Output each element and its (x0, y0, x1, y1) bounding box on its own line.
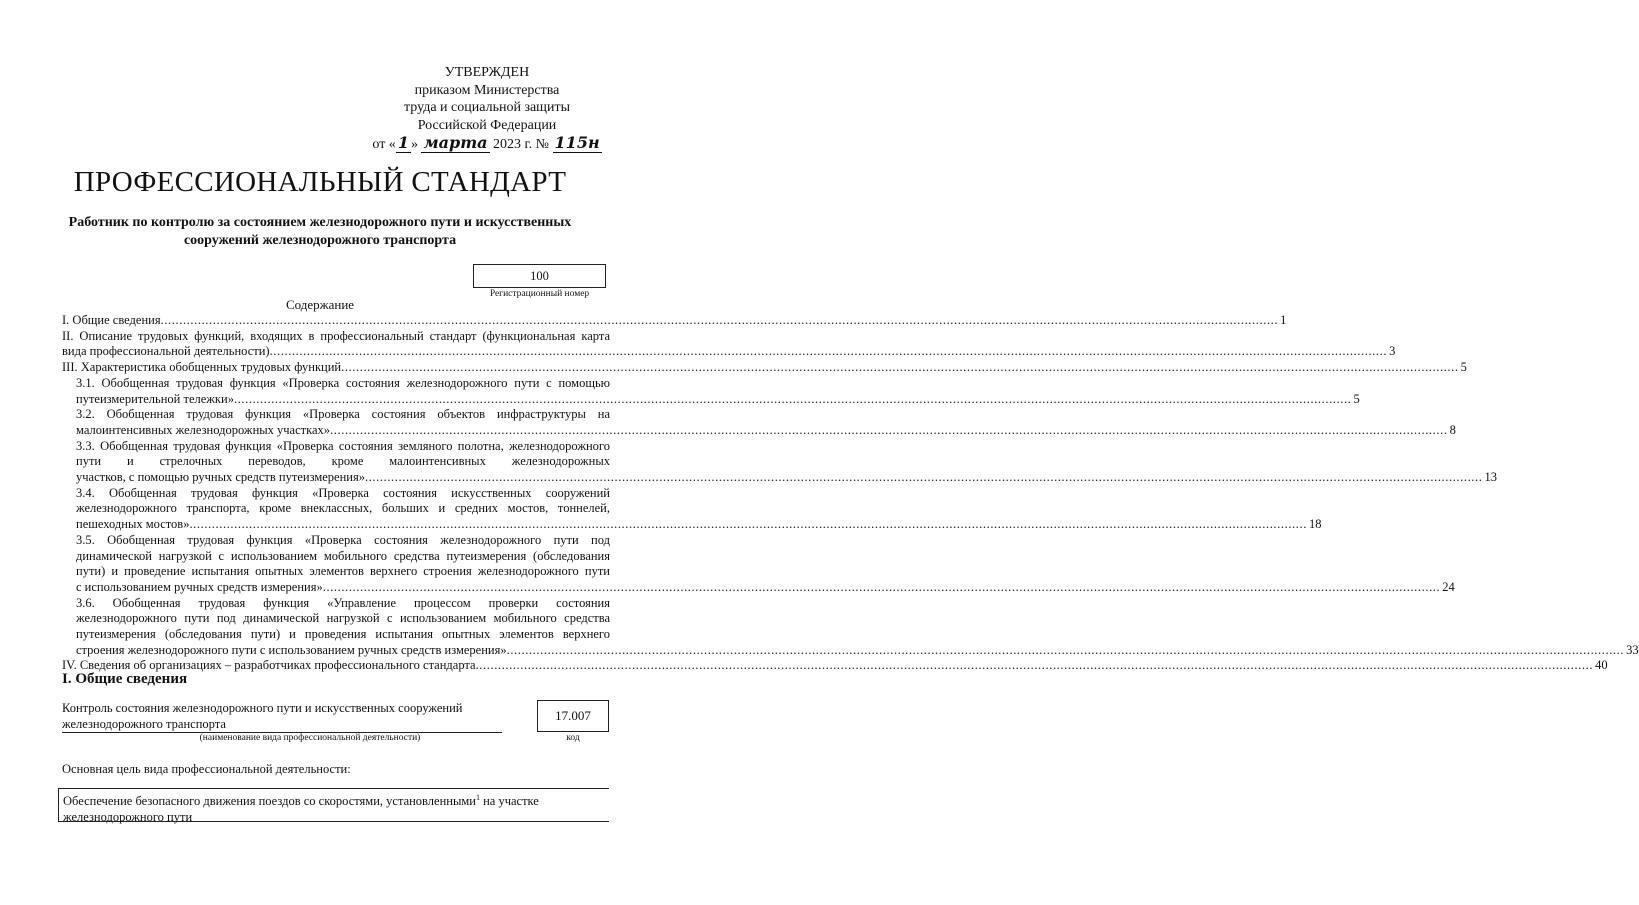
registration-number-box: 100 (473, 264, 606, 288)
toc-item (62, 375, 1360, 407)
code-caption: код (566, 733, 580, 743)
toc-item-text: 3.2. Обобщенная трудовая функция «Проверка состояния объектов инфраструктуры на (76, 407, 610, 422)
toc-item-line (76, 391, 1360, 408)
date-mid: » (410, 137, 418, 152)
toc-item-line (62, 360, 1467, 376)
toc-heading: Содержание (285, 297, 355, 312)
goal-label: Основная цель вида профессиональной деятельности: (62, 762, 351, 776)
activity-name: Контроль состояния железнодорожного пути и искусственных сооружений железнодорожного транспорта (62, 701, 463, 731)
approval-line: приказом Министерства (414, 82, 560, 98)
toc-dot-leader: ............................................................................................................................................................................................................................................................................................................ (189, 517, 1307, 532)
goal-text (63, 790, 583, 825)
toc-item (62, 532, 1455, 596)
date-day-handwritten: 1 (397, 133, 409, 152)
toc-item-title: с использованием ручных средств измерения» (76, 579, 323, 594)
toc-item-text: 3.3. Обобщенная трудовая функция «Проверка состояния земляного полотна, железнодорожного пути и стрелочных переводов, кроме малоинтенсивных железнодорожных (76, 438, 610, 469)
toc-item-text: 3.1. Обобщенная трудовая функция «Проверка состояния железнодорожного пути с помощью (76, 375, 610, 390)
toc-item-title: строения железнодорожного пути с использованием ручных средств измерения» (76, 642, 507, 657)
toc-dot-leader: ............................................................................................................................................................................................................................................................................................................ (330, 422, 1448, 437)
section-title: I. Общие сведения (62, 671, 188, 687)
toc-item-line (62, 313, 1287, 329)
goal-footnote-mark: 1 (475, 793, 480, 802)
approval-block (372, 64, 602, 154)
toc-item-text: II. Описание трудовых функций, входящих в профессиональный стандарт (функциональная карта (62, 328, 610, 343)
date-prefix: от « (372, 137, 396, 152)
toc-item (62, 438, 1497, 486)
approval-line: труда и социальной защиты (404, 100, 570, 115)
approval-date (372, 134, 602, 154)
toc-page-number: 40 (1595, 658, 1608, 673)
toc-page-number: 3 (1389, 344, 1396, 359)
toc-item-title: вида профессиональной деятельности) (62, 344, 270, 359)
toc-item (62, 407, 1456, 438)
activity-caption: (наименование вида профессиональной деятельности) (199, 733, 421, 743)
toc-item-title: малоинтенсивных железнодорожных участках» (76, 422, 331, 437)
toc-page-number: 1 (1280, 313, 1287, 327)
date-year: 2023 г. № (493, 137, 550, 152)
toc-item (62, 485, 1322, 533)
toc-page-number: 5 (1460, 360, 1467, 375)
toc-item-text: 3.4. Обобщенная трудовая функция «Проверка состояния искусственных сооружений железнодорожного транспорта, кроме внеклассных, больших и средних мостов, тоннелей, (76, 485, 610, 516)
approval-line: Российской Федерации (417, 117, 557, 133)
toc-item (62, 328, 1396, 360)
order-number-handwritten: 115н (554, 133, 600, 152)
toc-dot-leader: ............................................................................................................................................................................................................................................................................................................ (475, 658, 1594, 673)
toc-item-title: пешеходных мостов» (76, 517, 190, 532)
toc-dot-leader: ............................................................................................................................................................................................................................................................................................................ (506, 642, 1625, 657)
toc-item-line (76, 579, 1455, 596)
goal-text-after: на участке железнодорожного пути (63, 794, 539, 824)
toc-dot-leader: ............................................................................................................................................................................................................................................................................................................ (160, 313, 1279, 327)
activity-code-box: 17.007 (537, 700, 609, 732)
toc-page-number: 13 (1484, 470, 1497, 485)
toc-page-number: 33 (1626, 642, 1639, 657)
table-of-contents (62, 313, 1639, 674)
toc-item-title: участков, с помощью ручных средств путеизмерения» (76, 470, 365, 485)
toc-item-line (76, 422, 1456, 439)
toc-item-text: 3.5. Обобщенная трудовая функция «Проверка состояния железнодорожного пути под динамической нагрузкой с использованием мобильного средства путеизмерения (обследования пути) и проведение испытания опытных элементов верхнего строения железнодорожного пути (76, 532, 610, 579)
toc-item-line (76, 517, 1322, 533)
toc-dot-leader: ............................................................................................................................................................................................................................................................................................................ (233, 391, 1352, 406)
toc-item-title: путеизмерительной тележки» (76, 391, 234, 406)
registration-caption: Регистрационный номер (489, 289, 590, 299)
toc-page-number: 24 (1442, 579, 1455, 594)
toc-item (62, 313, 1287, 329)
approval-heading: УТВЕРЖДЕН (444, 65, 530, 80)
toc-item-line (76, 642, 1639, 659)
document-title: ПРОФЕССИОНАЛЬНЫЙ СТАНДАРТ (73, 166, 567, 198)
toc-item-title: IV. Сведения об организациях – разработчиках профессионального стандарта (62, 658, 476, 673)
date-month-handwritten: марта (423, 133, 488, 152)
toc-item-line (62, 344, 1396, 360)
toc-dot-leader: ............................................................................................................................................................................................................................................................................................................ (341, 360, 1459, 375)
toc-item (62, 595, 1639, 659)
toc-item-title: I. Общие сведения (62, 313, 161, 327)
toc-item (62, 360, 1467, 376)
toc-item-line (76, 470, 1497, 486)
toc-page-number: 5 (1353, 391, 1360, 406)
toc-page-number: 8 (1449, 422, 1456, 437)
toc-dot-leader: ............................................................................................................................................................................................................................................................................................................ (269, 344, 1388, 359)
toc-page-number: 18 (1308, 517, 1322, 532)
toc-item-title: III. Характеристика обобщенных трудовых функций (62, 360, 342, 375)
goal-text-before: Обеспечение безопасного движения поездов со скоростями, установленными (63, 794, 476, 809)
toc-item-text: 3.6. Обобщенная трудовая функция «Управление процессом проверки состояния железнодорожного пути под динамической нагрузкой с использованием мобильного средства путеизмерения (обследования пути) и проведения испытания опытных элементов верхнего (76, 595, 610, 642)
toc-dot-leader: ............................................................................................................................................................................................................................................................................................................ (322, 579, 1441, 594)
standard-name: Работник по контролю за состоянием железнодорожного пути и искусственных сооружений железнодорожного транспорта (68, 215, 572, 248)
toc-dot-leader: ............................................................................................................................................................................................................................................................................................................ (364, 470, 1483, 485)
